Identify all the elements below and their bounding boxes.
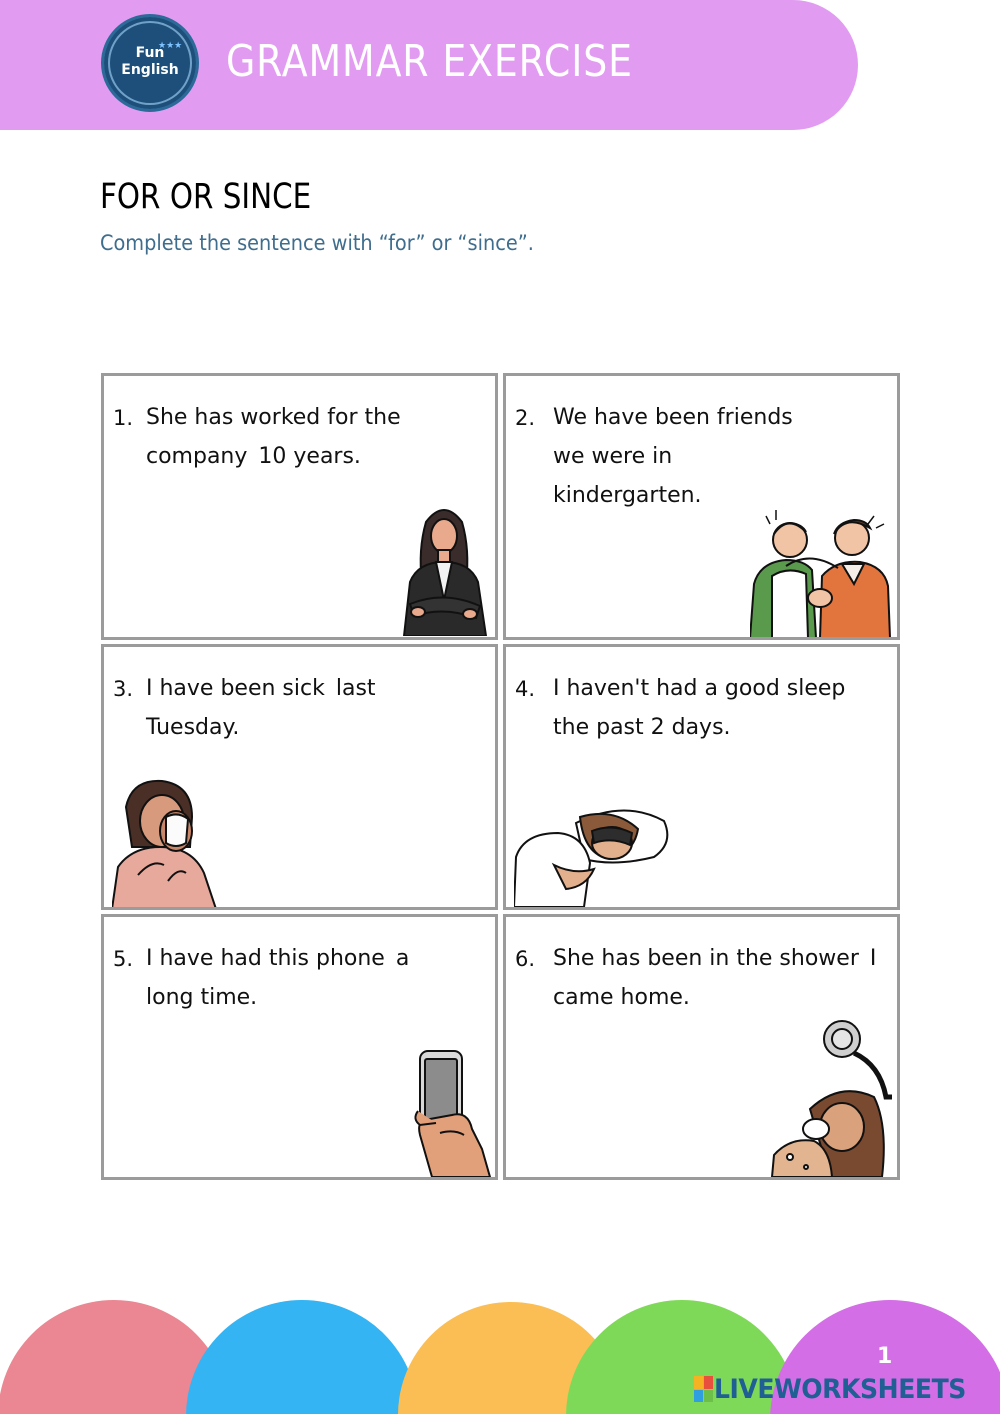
- instruction-text: Complete the sentence with “for” or “since”.: [100, 231, 534, 255]
- sentence-before: She has been in the shower: [553, 946, 859, 971]
- header-title: GRAMMAR EXERCISE: [226, 36, 633, 87]
- logo-text: [104, 45, 196, 79]
- exercise-number: 2.: [515, 406, 536, 430]
- logo-line-1: Fun: [135, 45, 165, 61]
- woman-in-shower-picture: [770, 1017, 896, 1177]
- logo-stars: ★★★: [158, 41, 183, 51]
- phone-in-hand-picture: [412, 1049, 492, 1177]
- liveworksheets-blocks-icon: [694, 1376, 712, 1402]
- exercise-number: 3.: [113, 677, 134, 701]
- fun-english-logo: [101, 14, 199, 112]
- page-number: 1: [877, 1344, 893, 1369]
- sentence-before: She has worked for the company: [146, 405, 401, 469]
- sentence-after: last Tuesday.: [146, 676, 376, 740]
- logo-line-2: English: [121, 62, 179, 78]
- liveworksheets-logo: [694, 1372, 985, 1406]
- exercise-sentence: [553, 669, 873, 747]
- exercise-number: 1.: [113, 406, 134, 430]
- exercise-card-2: [503, 373, 900, 640]
- sentence-after: 10 years.: [258, 444, 361, 469]
- exercise-card-1: [101, 373, 498, 640]
- sentence-before: I have been sick: [146, 676, 325, 701]
- footer-circle-blue: [186, 1300, 418, 1414]
- sleeping-woman-picture: [514, 803, 670, 907]
- sentence-after: a long time.: [146, 946, 410, 1010]
- exercise-sentence: [146, 398, 476, 476]
- liveworksheets-wordmark: LIVEWORKSHEETS: [714, 1373, 966, 1405]
- exercise-number: 6.: [515, 947, 536, 971]
- sentence-before: We have been friends: [553, 405, 793, 430]
- exercise-sentence: [553, 939, 883, 1017]
- exercise-number: 5.: [113, 947, 134, 971]
- two-friends-picture: [750, 510, 896, 638]
- exercise-sentence: [553, 398, 803, 515]
- sentence-after: I came home.: [553, 946, 877, 1010]
- exercise-card-4: [503, 644, 900, 910]
- section-title: FOR OR SINCE: [100, 177, 312, 217]
- sick-woman-picture: [112, 777, 222, 909]
- sentence-after: the past 2 days.: [553, 715, 731, 740]
- sentence-before: I have had this phone: [146, 946, 385, 971]
- exercise-card-6: [503, 914, 900, 1180]
- sentence-after: we were in kindergarten.: [553, 444, 702, 508]
- exercise-card-3: [101, 644, 498, 910]
- exercise-number: 4.: [515, 677, 536, 701]
- exercise-sentence: [146, 669, 456, 747]
- businesswoman-picture: [396, 502, 492, 636]
- sentence-before: I haven't had a good sleep: [553, 676, 846, 701]
- exercise-grid: [101, 373, 900, 1179]
- exercise-card-5: [101, 914, 498, 1180]
- exercise-sentence: [146, 939, 416, 1017]
